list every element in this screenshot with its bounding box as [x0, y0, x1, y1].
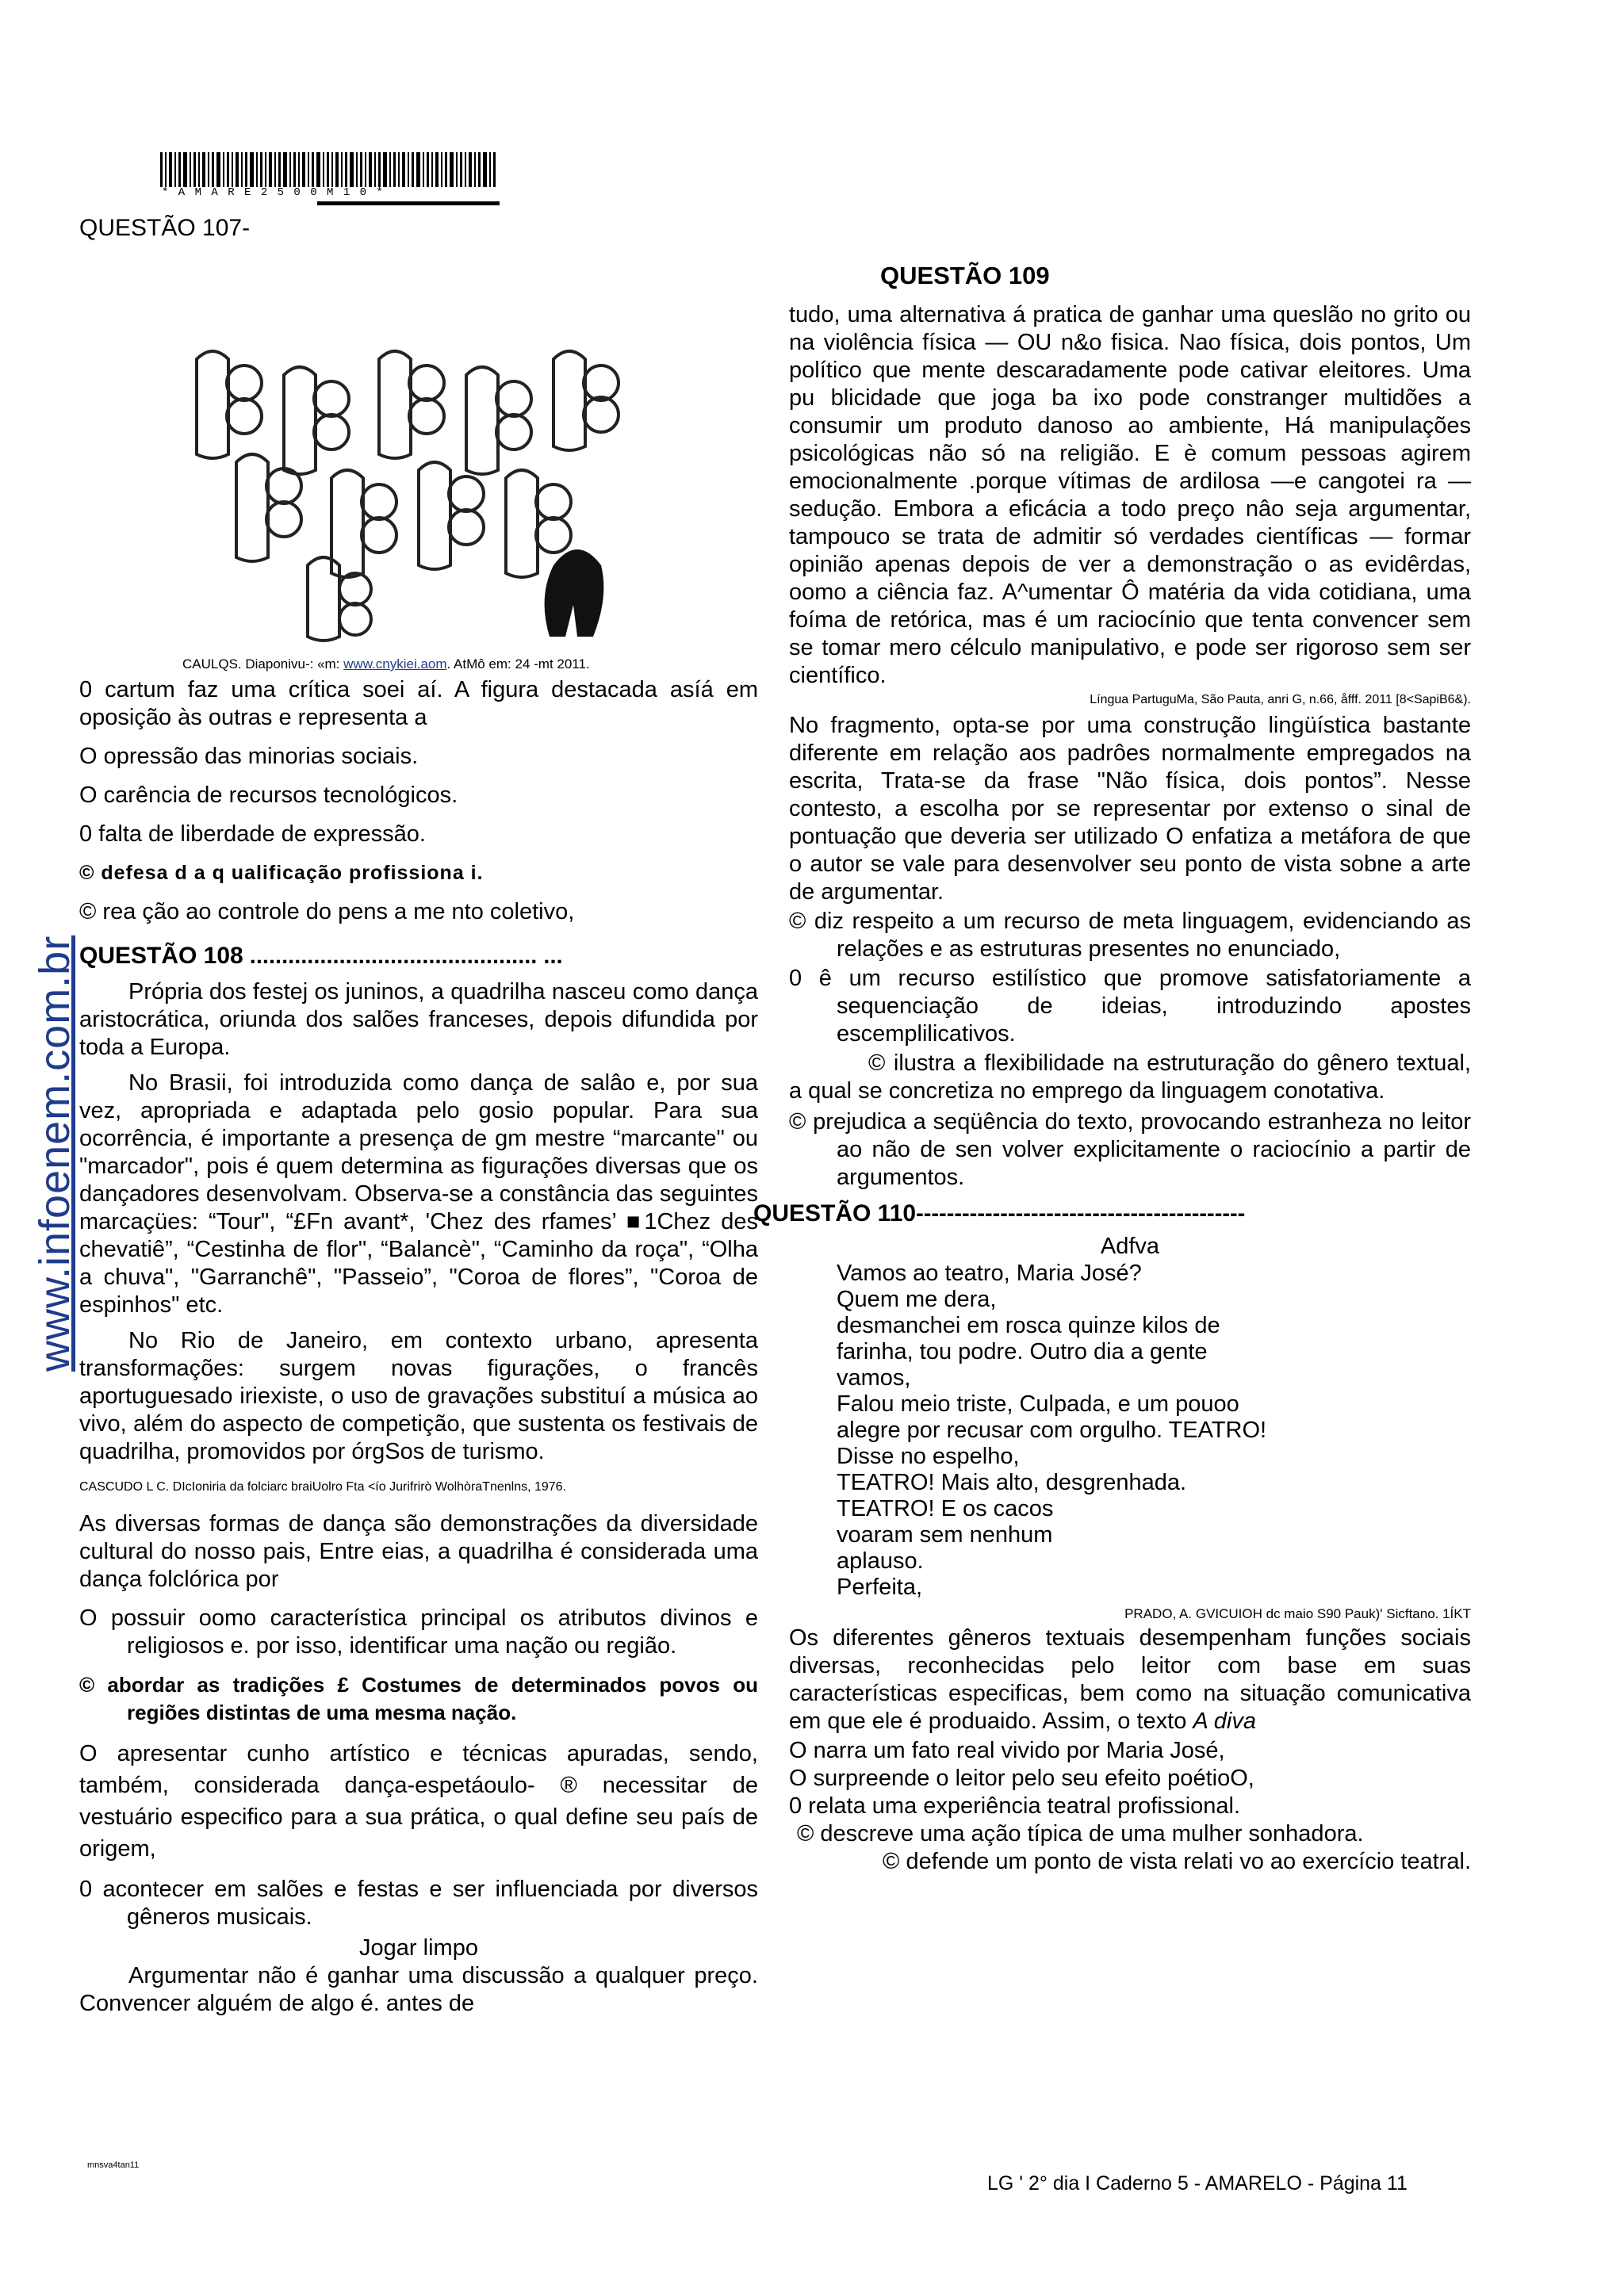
- q107-figure-area: [79, 242, 758, 672]
- q109-text-continued: tudo, uma alternativa á pratica de ganhar uma queslão no grito ou na violência física — OU n&o fisica. Nao física, dois pontos, Um político que mente descaradamente pode cativar eleitores. Uma pu blicidade que joga ba ixo pode constranger multidões a consumir um produto danoso ao ambiente, Há manipulações psicológicas não só na religião. E è comum pessoas agirem emocionalmente .porque vítimas de ardilosa —e cangotei ra — sedução. Embora a eficácia a todo preço nâo seja argumentar, tampouco se trata de admitir só verdades científicas — formar opinião apenas depois de ver a demonstração o as evidêrdas, oomo a ciência faz. A^umentar Ô matéria da vida cotidiana, uma foíma de retórica, mas é um raciocínio que tenta convencer sem se tomar mero célculo manipulativo, e pode ser rigoroso sem ser científico.: [789, 302, 1471, 688]
- q109-option-a[interactable]: © diz respeito a um recurso de meta linguagem, evidenciando as relações e as estruturas presentes no enunciado,: [789, 909, 1471, 962]
- poem-line: Falou meio triste, Culpada, e um pouoo: [837, 1391, 1239, 1417]
- barcode: [159, 149, 500, 206]
- q108-option-c[interactable]: O apresentar cunho artístico e técnicas apuradas, sendo, também, considerada dança-espetáoulo- ® necessitar de vestuário especifico para a sua prática, o qual define seu país de origem,: [79, 1741, 758, 1862]
- footer-left-small: mnsva4tan11: [87, 2160, 140, 2170]
- q107-option-a[interactable]: O opressão das minorias sociais.: [79, 744, 419, 769]
- q110-poem: [789, 1261, 1471, 1601]
- q110-citation: PRADO, A. GVICUIOH dc maio S90 Pauk)' Sicftano. 1ÍKT: [1124, 1606, 1471, 1621]
- q108-paragraph-2: No Brasii, foi introduzida como dança de salâo e, por sua vez, apropriada e adaptada pelo gosio popular. Para sua ocorrência, é importante a presença de gm mestre “marcante" ou "marcador", pois é quem determina as figurações diversas que os dançadores desenvolvam. Observa-se a constância das seguintes marcaçües: “Tour", “£Fn avant*, 'Chez des rfames’ ■1Chez des chevatiê”, “Cestinha de flor", “Balancè", “Caminho da roça", “Olha a chuva", "Garranchê", "Passeio”, "Coroa de flores”, "Coroa de espinhos" etc.: [79, 1070, 758, 1318]
- page-footer: LG ' 2° dia I Caderno 5 - AMARELO - Página 11: [987, 2172, 1408, 2195]
- poem-line: TEATRO! Mais alto, desgrenhada.: [837, 1470, 1187, 1495]
- q108-option-b[interactable]: © abordar as tradições £ Costumes de determinados povos ou regiões distintas de uma mesma nação.: [79, 1673, 758, 1724]
- poem-line: Disse no espelho,: [837, 1444, 1020, 1469]
- q108-paragraph-1: Própria dos festej os juninos, a quadrilha nasceu como dança aristocrática, oriunda dos salões franceses, depois difundida por toda a Europa.: [79, 979, 758, 1060]
- q107-option-e[interactable]: © rea ção ao controle do pens a me nto coletivo,: [79, 899, 575, 924]
- q110-option-e[interactable]: © defende um ponto de vista relati vo ao exercício teatral.: [883, 1849, 1471, 1874]
- q110-option-b[interactable]: O surpreende o leitor pelo seu efeito poétioO,: [789, 1766, 1254, 1791]
- q109-title: QUESTÃO 109: [880, 262, 1050, 289]
- q110-option-c[interactable]: 0 relata uma experiência teatral profissional.: [789, 1793, 1241, 1819]
- q109-stem: No fragmento, opta-se por uma construção lingüística bastante diferente em relação aos padrôes normalmente empregados na escrita, Trata-se da frase "Não física, dois pontos”. Nesse contesto, a escolha por se representar por extenso o sinal de pontuação que deveria ser utilizado O enfatiza a metáfora de que o autor se vale para desenvolver seu ponto de vista sobne a arte de argumentar.: [789, 713, 1471, 905]
- q110-stem: Os diferentes gêneros textuais desempenham funções sociais diversas, reconhecidas pelo leitor com base em suas características especificas, bem como na situação comunicativa em que ele é produaido. Assim, o texto A diva: [789, 1625, 1471, 1734]
- q110-title: QUESTÃO 110: [753, 1200, 917, 1226]
- q108-citation: CASCUDO L C. DIcIoniria da folciarc braiUolro Fta <ío Jurifrirò WolhòraTnenlns, 1976.: [79, 1480, 567, 1494]
- q107-stem: 0 cartum faz uma crítica soei aí. A figura destacada asíá em oposição às outras e representa a: [79, 677, 758, 730]
- q110-option-d[interactable]: © descreve uma ação típica de uma mulher sonhadora.: [797, 1821, 1364, 1846]
- q108-option-a[interactable]: O possuir oomo característica principal os atributos divinos e religiosos e. por isso, identificar uma nação ou região.: [79, 1605, 758, 1659]
- q108-title-line: [79, 942, 758, 970]
- q108-option-e[interactable]: 0 acontecer em salões e festas e ser influenciada por diversos gêneros musicais.: [79, 1877, 758, 1930]
- q108-title: QUESTÃO 108: [79, 943, 243, 969]
- poem-line: Quem me dera,: [837, 1287, 997, 1312]
- q108-title-dots: ............................................. ...: [249, 943, 563, 969]
- poem-line: aplauso.: [837, 1548, 924, 1574]
- q108-stem: As diversas formas de dança são demonstrações da diversidade cultural do nosso pais, Entre eias, a quadrilha é considerada uma dança folclórica por: [79, 1511, 758, 1592]
- q110-option-a[interactable]: O narra um fato real vivido por Maria José,: [789, 1738, 1225, 1763]
- q109-option-d[interactable]: © prejudica a seqüência do texto, provocando estranheza no leitor ao não de sen volver explicitamente o raciocínio a partir de argumentos.: [789, 1109, 1471, 1190]
- side-url[interactable]: www.infoenem.com.br: [31, 935, 79, 1372]
- left-column: [79, 214, 758, 2018]
- q110-poem-title: Adfva: [1100, 1234, 1160, 1259]
- q110-title-dashes: -------------------------------------------: [916, 1201, 1246, 1226]
- q107-option-b[interactable]: O carência de recursos tecnológicos.: [79, 783, 458, 808]
- q109-text-start: Argumentar não é ganhar uma discussão a qualquer preço. Convencer alguém de algo é. antes de: [79, 1963, 758, 2016]
- poem-line: Perfeita,: [837, 1575, 922, 1600]
- q109-citation: Língua PartuguMa, São Pauta, anri G, n.66, åfff. 2011 [8<SapiB6&).: [1090, 693, 1471, 706]
- poem-line: alegre por recusar com orgulho. TEATRO!: [837, 1418, 1267, 1443]
- poem-line: voaram sem nenhum: [837, 1522, 1053, 1548]
- poem-line: farinha, tou podre. Outro dia a gente: [837, 1339, 1208, 1364]
- right-column: [753, 301, 1471, 1876]
- q109-text-title: Jogar limpo: [359, 1935, 478, 1961]
- q107-title: QUESTÃO 107-: [79, 215, 251, 241]
- q108-paragraph-3: No Rio de Janeiro, em contexto urbano, apresenta transformações: surgem novas figurações, o francês aportuguesado iriexiste, o uso de gravações substituí a música ao vivo, além do aspecto de competição, que sustenta os festivais de quadrilha, promovidos por órgSos de turismo.: [79, 1328, 758, 1464]
- poem-line: Vamos ao teatro, Maria José?: [837, 1261, 1142, 1286]
- poem-line: desmanchei em rosca quinze kilos de: [837, 1313, 1220, 1338]
- poem-line: vamos,: [837, 1365, 911, 1391]
- q107-image-credit-link[interactable]: www.cnykiei.aom: [343, 656, 447, 672]
- q107-image-credit: CAULQS. Diaponivu-: «m: www.cnykiei.aom. AtMô em: 24 -mt 2011.: [182, 656, 590, 672]
- q110-title-line: [753, 1200, 1471, 1228]
- barcode-text: * A M A R E 2 5 0 0 M 1 0 *: [162, 186, 385, 199]
- q109-option-b[interactable]: 0 ê um recurso estilístico que promove satisfatoriamente a sequenciação de ideias, introduzindo apostes escemplilicativos.: [789, 966, 1471, 1047]
- q109-option-c[interactable]: © ilustra a flexibilidade na estruturação do gênero textual, a qual se concretiza no emprego da linguagem conotativa.: [789, 1050, 1471, 1104]
- q107-option-c[interactable]: 0 falta de liberdade de expressão.: [79, 821, 426, 847]
- poem-line: TEATRO! E os cacos: [837, 1496, 1054, 1521]
- q107-option-d[interactable]: © defesa d a q ualificação profissiona i.: [79, 862, 484, 884]
- cartoon-figure: [181, 327, 641, 652]
